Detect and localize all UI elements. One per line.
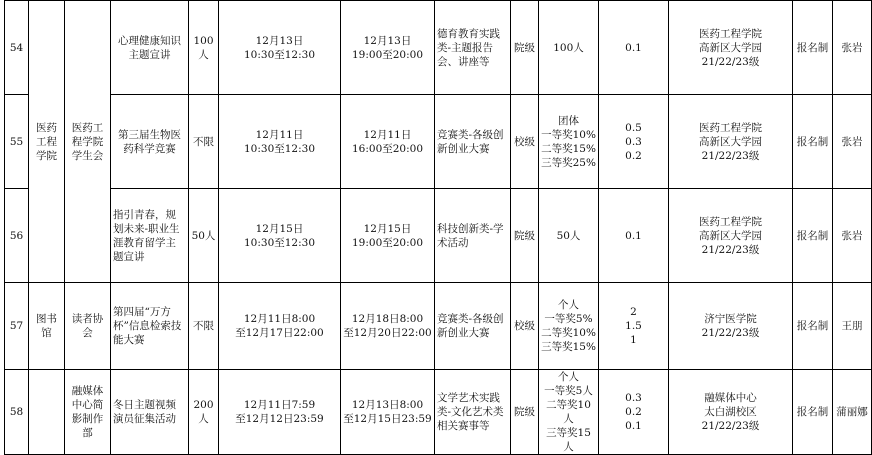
activity-title: 指引青春，规划未来-职业生涯教育留学主题宣讲 [111,189,189,283]
event-time: 12月15日 19:00至20:00 [341,189,435,283]
event-time: 12月18日8:00 至12月20日22:00 [341,283,435,370]
level-cell: 院级 [511,189,539,283]
signup-time: 12月11日7:59 至12月12日23:59 [219,370,341,455]
credits-cell: 0.1 [599,189,669,283]
signup-time: 12月13日 10:30至12:30 [219,1,341,95]
organizer-cell: 读者协会 [65,283,111,370]
category-cell: 德育教育实践类-主题报告会、讲座等 [435,1,511,95]
category-cell: 科技创新类-学术活动 [435,189,511,283]
activity-title: 第三届生物医药科学竞赛 [111,95,189,189]
event-time: 12月11日 16:00至20:00 [341,95,435,189]
credits-cell: 0.1 [599,1,669,95]
method-cell: 报名制 [793,1,833,95]
activity-title: 第四届“万方杯”信息检索技能大赛 [111,283,189,370]
department-cell [29,370,65,455]
audience-cell: 医药工程学院 高新区大学园 21/22/23级 [669,95,793,189]
signup-time: 12月11日8:00 至12月17日22:00 [219,283,341,370]
signup-time: 12月15日 10:30至12:30 [219,189,341,283]
department-cell: 图书馆 [29,283,65,370]
audience-cell: 医药工程学院 高新区大学园 21/22/23级 [669,189,793,283]
row-number: 57 [5,283,29,370]
level-cell: 院级 [511,1,539,95]
event-time: 12月13日8:00 至12月15日23:59 [341,370,435,455]
activity-title: 心理健康知识主题宣讲 [111,1,189,95]
audience-cell: 医药工程学院 高新区大学园 21/22/23级 [669,1,793,95]
signup-time: 12月11日 10:30至12:30 [219,95,341,189]
capacity-cell: 不限 [189,283,219,370]
level-cell: 院级 [511,370,539,455]
method-cell: 报名制 [793,189,833,283]
credits-cell: 0.3 0.2 0.1 [599,370,669,455]
capacity-cell: 200人 [189,370,219,455]
row-number: 54 [5,1,29,95]
table-row [5,95,872,189]
department-cell: 医药工程学院 [29,1,65,283]
awards-cell: 团体 一等奖10% 二等奖15% 三等奖25% [539,95,599,189]
capacity-cell: 100人 [189,1,219,95]
level-cell: 校级 [511,95,539,189]
contact-cell: 蒲丽娜 [833,370,872,455]
organizer-cell: 融媒体中心简影制作部 [65,370,111,455]
table-row [5,1,872,95]
category-cell: 竞赛类-各级创新创业大赛 [435,95,511,189]
method-cell: 报名制 [793,370,833,455]
contact-cell: 王朋 [833,283,872,370]
contact-cell: 张岩 [833,95,872,189]
activity-title: 冬日主题视频演员征集活动 [111,370,189,455]
contact-cell: 张岩 [833,1,872,95]
awards-cell: 100人 [539,1,599,95]
method-cell: 报名制 [793,95,833,189]
table-row [5,283,872,370]
category-cell: 文学艺术实践类-文化艺术类相关赛事等 [435,370,511,455]
capacity-cell: 50人 [189,189,219,283]
awards-cell: 50人 [539,189,599,283]
credits-cell: 0.5 0.3 0.2 [599,95,669,189]
awards-cell: 个人 一等奖5人 二等奖10人 三等奖15人 [539,370,599,455]
row-number: 58 [5,370,29,455]
row-number: 56 [5,189,29,283]
method-cell: 报名制 [793,283,833,370]
organizer-cell: 医药工程学院学生会 [65,1,111,283]
audience-cell: 济宁医学院 21/22/23级 [669,283,793,370]
credits-cell: 2 1.5 1 [599,283,669,370]
awards-cell: 个人 一等奖5% 二等奖10% 三等奖15% [539,283,599,370]
category-cell: 竞赛类-各级创新创业大赛 [435,283,511,370]
event-time: 12月13日 19:00至20:00 [341,1,435,95]
row-number: 55 [5,95,29,189]
audience-cell: 融媒体中心 太白湖校区 21/22/23级 [669,370,793,455]
level-cell: 校级 [511,283,539,370]
table-row [5,370,872,455]
capacity-cell: 不限 [189,95,219,189]
table-row [5,189,872,283]
activity-table [4,0,872,455]
contact-cell: 张岩 [833,189,872,283]
